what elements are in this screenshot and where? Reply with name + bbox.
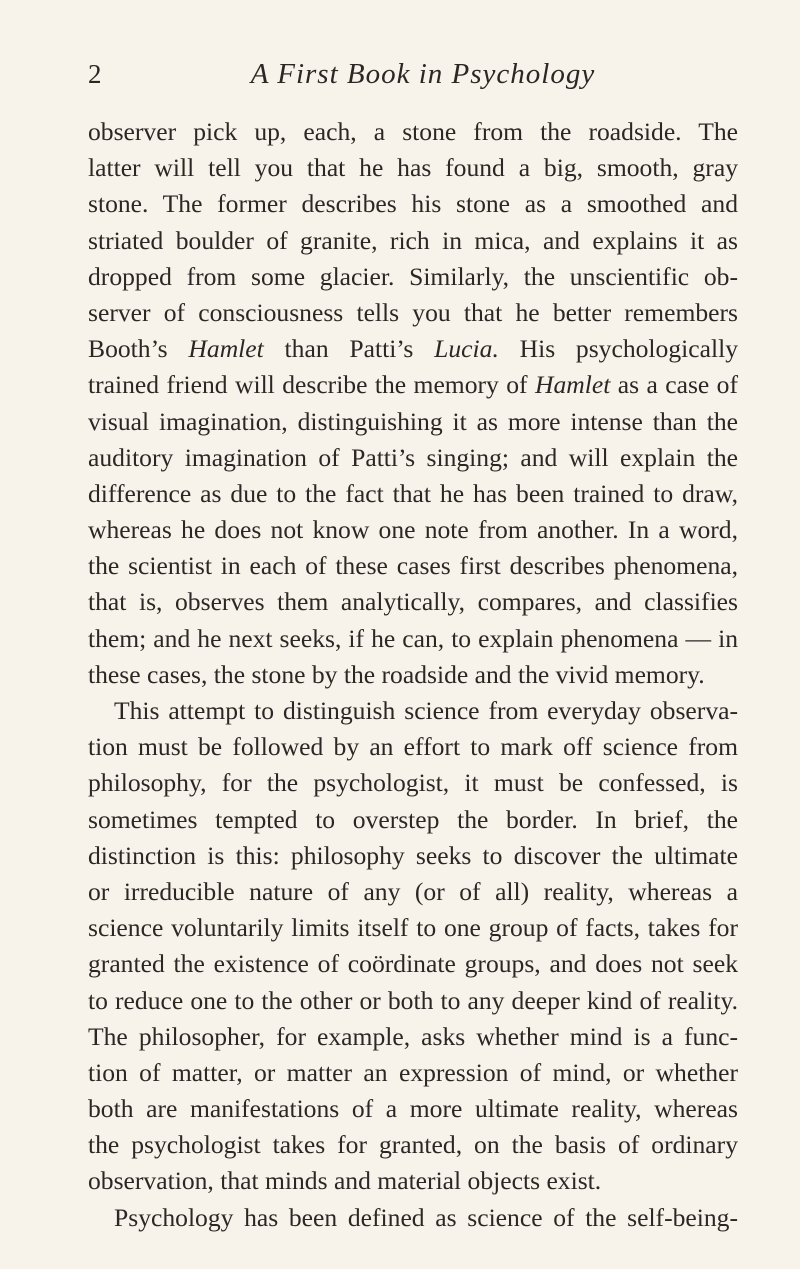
italic-title-lucia: Lucia. — [434, 334, 499, 364]
text-line: striated boulder of granite, rich in mica, and explains it as — [88, 225, 738, 255]
text-line: that is, observes them analytically, compares, and classifies — [88, 587, 738, 617]
text-line: This attempt to distinguish science from everyday observa- — [114, 696, 738, 725]
text-line: The philosopher, for example, asks whether mind is a func- — [88, 1021, 738, 1051]
text-line: distinction is this: philosophy seeks to discover the ultimate — [88, 840, 738, 870]
italic-title-hamlet: Hamlet — [534, 370, 611, 400]
text-segment: His psychologically — [498, 334, 738, 364]
text-line: both are manifestations of a more ultimate reality, whereas — [88, 1094, 738, 1124]
text-line: observer pick up, each, a stone from the roadside. The — [88, 117, 738, 146]
text-segment: Booth’s — [88, 334, 189, 364]
text-line: these cases, the stone by the roadside and the vivid memory. — [88, 659, 705, 689]
text-line: Psychology has been defined as science of the self-being- — [114, 1202, 738, 1232]
text-line: dropped from some glacier. Similarly, the unscientific ob- — [88, 261, 738, 291]
text-line: tion must be followed by an effort to mark off science from — [88, 732, 738, 762]
text-line: philosophy, for the psychologist, it must be confessed, is — [88, 768, 738, 798]
text-line: the scientist in each of these cases first describes phenomena, — [88, 551, 738, 581]
text-line — [88, 367, 738, 403]
text-line: sometimes tempted to overstep the border. In brief, the — [88, 804, 738, 834]
text-line: or irreducible nature of any (or of all) reality, whereas a — [88, 876, 738, 906]
text-line: auditory imagination of Patti’s singing; and will explain the — [88, 442, 738, 472]
text-line — [88, 331, 738, 367]
text-line: tion of matter, or matter an expression of mind, or whether — [88, 1057, 738, 1087]
text-line: visual imagination, distinguishing it as more intense than the — [88, 406, 738, 436]
text-line: observation, that minds and material objects exist. — [88, 1166, 602, 1196]
running-head: A First Book in Psychology — [250, 58, 596, 90]
text-line: them; and he next seeks, if he can, to explain phenomena — in — [88, 623, 738, 653]
text-line: to reduce one to the other or both to any deeper kind of reality. — [88, 985, 738, 1015]
body-text — [88, 114, 738, 1236]
text-line: difference as due to the fact that he has been trained to draw, — [88, 478, 738, 508]
page-number: 2 — [88, 59, 102, 89]
text-line: granted the existence of coördinate groups, and does not seek — [88, 949, 738, 979]
text-segment: as a case of — [610, 370, 738, 400]
text-line: the psychologist takes for granted, on the basis of ordinary — [88, 1130, 738, 1160]
text-line: latter will tell you that he has found a big, smooth, gray — [88, 153, 738, 183]
text-line: science voluntarily limits itself to one group of facts, takes for — [88, 913, 738, 943]
page-header — [88, 54, 738, 94]
text-line: server of consciousness tells you that he better remembers — [88, 297, 738, 327]
text-segment: than Patti’s — [263, 334, 435, 364]
text-line: whereas he does not know one note from another. In a word, — [88, 515, 738, 545]
text-segment: trained friend will describe the memory of — [88, 370, 535, 400]
text-line: stone. The former describes his stone as a smoothed and — [88, 189, 738, 219]
italic-title-hamlet: Hamlet — [188, 334, 264, 364]
